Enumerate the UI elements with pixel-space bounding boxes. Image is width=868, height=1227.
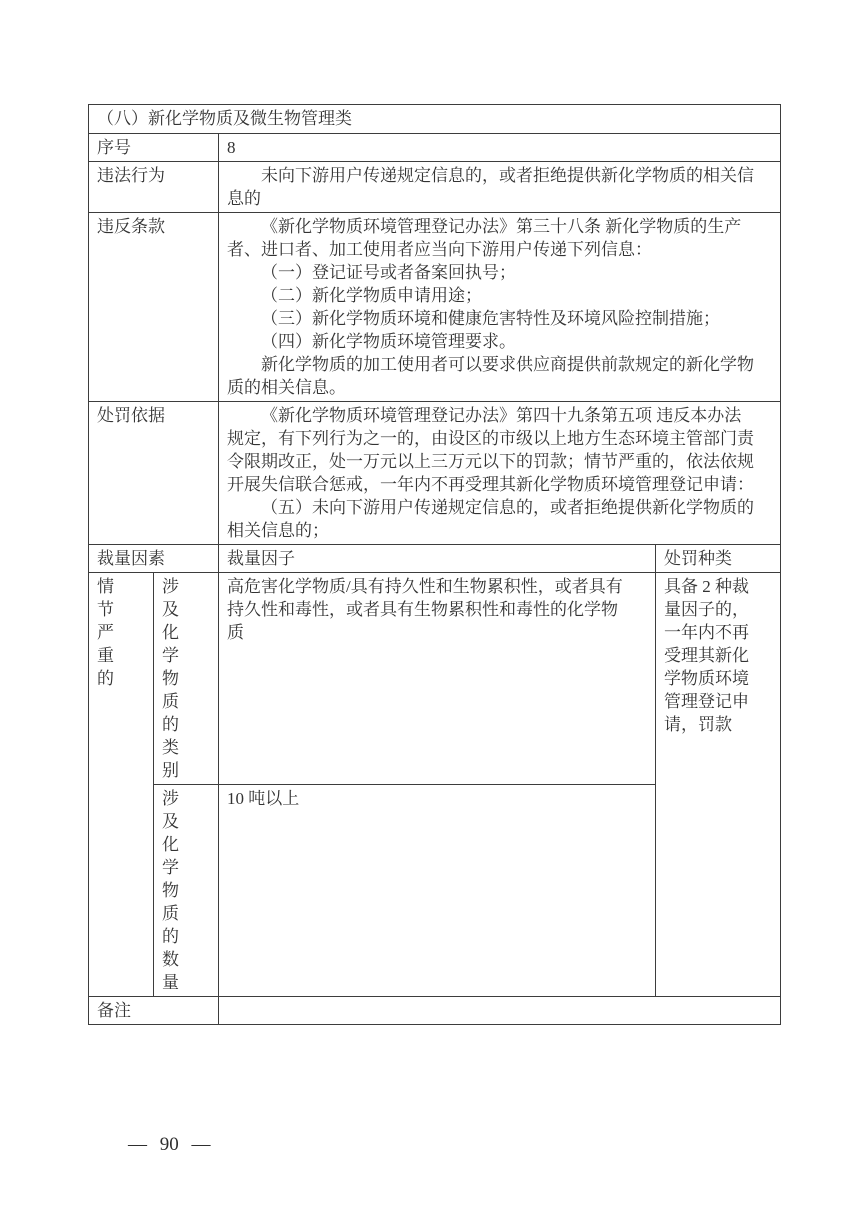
clause-item-1: （一）登记证号或者备案回执号； xyxy=(261,263,516,282)
factor-quantity-label: 涉及化学物质的数量 xyxy=(154,785,219,997)
discretion-factor-header: 裁量因子 xyxy=(219,545,656,573)
basis-paragraph: 《新化学物质环境管理登记办法》第四十九条第五项 违反本办法规定，有下列行为之一的，由设区的市级以上地方生态环境主管部门责令限期改正，处一万元以上三万元以下的罚款；情节严重的，依法依规开展失信联合惩戒，一年内不再受理其新化学物质环境管理登记申请： xyxy=(227,406,754,494)
remark-label: 备注 xyxy=(89,997,219,1025)
serial-row xyxy=(89,134,781,162)
clause-content xyxy=(219,213,781,402)
category-header: （八）新化学物质及微生物管理类 xyxy=(89,105,781,134)
discretion-header-row xyxy=(89,545,781,573)
clause-paragraph-2: 新化学物质的加工使用者可以要求供应商提供前款规定的新化学物质的相关信息。 xyxy=(227,355,754,397)
factor-type-value: 高危害化学物质/具有持久性和生物累积性，或者具有持久性和毒性，或者具有生物累积性和毒性的化学物质 xyxy=(219,573,656,785)
factor-type-label: 涉及化学物质的类别 xyxy=(154,573,219,785)
penalty-type-value: 具备 2 种裁量因子的，一年内不再受理其新化学物质环境管理登记申请，罚款 xyxy=(656,573,781,997)
violation-content xyxy=(219,162,781,213)
clause-label: 违反条款 xyxy=(89,213,219,402)
clause-row xyxy=(89,213,781,402)
basis-item-5: （五）未向下游用户传递规定信息的，或者拒绝提供新化学物质的相关信息的； xyxy=(227,498,754,540)
remark-row xyxy=(89,997,781,1025)
discretion-factor-label: 裁量因素 xyxy=(89,545,219,573)
clause-paragraph: 《新化学物质环境管理登记办法》第三十八条 新化学物质的生产者、进口者、加工使用者应当向下游用户传递下列信息： xyxy=(227,217,742,259)
page-number: — 90 — xyxy=(128,1134,211,1155)
clause-item-2: （二）新化学物质申请用途； xyxy=(261,286,482,305)
discretion-row-1 xyxy=(89,573,781,785)
violation-paragraph: 未向下游用户传递规定信息的，或者拒绝提供新化学物质的相关信息的 xyxy=(227,166,754,208)
basis-row xyxy=(89,402,781,545)
category-row xyxy=(89,105,781,134)
violation-row xyxy=(89,162,781,213)
clause-item-3: （三）新化学物质环境和健康危害特性及环境风险控制措施； xyxy=(261,309,720,328)
remark-value xyxy=(219,997,781,1025)
serial-value: 8 xyxy=(219,134,781,162)
penalty-table xyxy=(88,104,781,1025)
basis-label: 处罚依据 xyxy=(89,402,219,545)
clause-item-4: （四）新化学物质环境管理要求。 xyxy=(261,332,516,351)
basis-content xyxy=(219,402,781,545)
factor-quantity-value: 10 吨以上 xyxy=(219,785,656,997)
violation-label: 违法行为 xyxy=(89,162,219,213)
penalty-type-header: 处罚种类 xyxy=(656,545,781,573)
serial-label: 序号 xyxy=(89,134,219,162)
severity-label: 情节严重的 xyxy=(89,573,154,997)
